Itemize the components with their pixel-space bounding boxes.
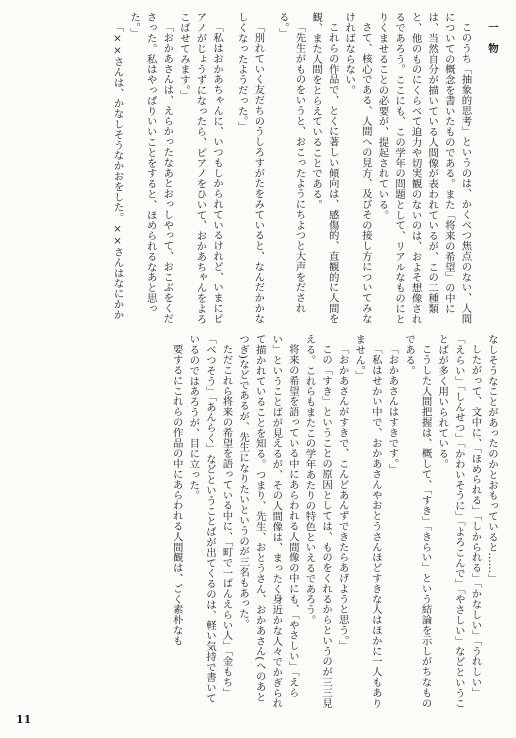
lower-text-block [12, 334, 500, 712]
upper-text-block [12, 12, 500, 324]
quotation: 「先生がものをいうと、おこったようにちよつと大声をだされる。」 [276, 12, 306, 314]
quotation: 「おかあさんはすきです。」 [386, 344, 399, 475]
paragraph: さて、核心である、人間への見方、及びその接し方についてみなければならない。 [343, 12, 372, 324]
quotation: 「別れていく友だちのうしろすがたをみていると、なんだかかなしくなったようだった。」 [235, 12, 265, 324]
quotation: 「私はせかい中で、おかあさんやおとうさんほどすきな人はほかに一人もありません。」 [353, 334, 382, 709]
page-number: 11 [16, 713, 32, 726]
paragraph: こうした人間把握は、概して、「すき」「きらい」という結論を示しがちなものである。 [403, 334, 432, 709]
paragraph: 将来の希望を語っている中にあらわれる人間像の中にも、「やさしい」「えらい」ということばが見えるが、その人間像は、まったく身近かな人々でかぎられて描かれていることを知る。つまり、先生、おとうさん、おかあさん(へのあとつぎ)などであるが、先生になりたいというのが三名もあった。 [237, 334, 299, 709]
quotation: 「××さんは、かなしそうなかおをした。××さんはなにかか [111, 22, 124, 320]
paragraph: このうち「抽象的思考」というのは、かくべつ焦点のない、人間についての概念を書いたものである。また「将来の希望」の中には、当然自分が描いている人間像が表われているが、この二種類と、他のものにくらべて迫力や切実観のないのは、およそ想像されるであろう。ここにも、この学年の問題として、リアルなものにとりくませることの必要が、提起されている。 [376, 12, 472, 324]
paragraph: なしそうなことがあったのかとおもっていると……」 [486, 334, 498, 584]
quotation: 「おかあさんは、えらかったなあとおっしやって、おこぶをくださった。私はやっぱりいいことをすると、ほめられるなあと思った。」 [128, 12, 174, 324]
section-heading: 一 物 [486, 22, 498, 54]
paragraph: 要するにこれらの作品の中にあらわれる人間観は、ごく素朴なも [170, 344, 183, 646]
paragraph: この「すき」ということの原因としては、ものをくれるからというのが三三見える。これらもまたこの学年あたりの特色といえるであろう。 [303, 334, 333, 709]
quotation: 「おかあさんがすきで、こんどあんずできたらあげようと思う。」 [336, 344, 349, 652]
quotation: 「私はおかあちゃんに、いつもしかられているけれど、いまにピアノがじょうずになったら、ピアノをひいて、おかあちゃんをよろこばせてみます。」 [177, 12, 224, 324]
paragraph: したがって、文中に、「ほめられる」「しかられる」「かなしい」「うれしい」「えらい」「しんせつ」「かわいそうに」「よろこんで」「やさしい」などということばが多く用いられている。 [436, 334, 482, 709]
paragraph: ただこれら将来の希望を語っている中に、「町で一ばんえらい人」「金もち」「べつそう」「あんらく」などということばが出てくるのは、軽い気持で書いているのではあろうが、目に立った。 [187, 334, 233, 704]
paragraph: これらの作品で、とくに著しい傾向は、感傷的、直観的に人間を観、また人間をとらえていることである。 [310, 12, 339, 324]
